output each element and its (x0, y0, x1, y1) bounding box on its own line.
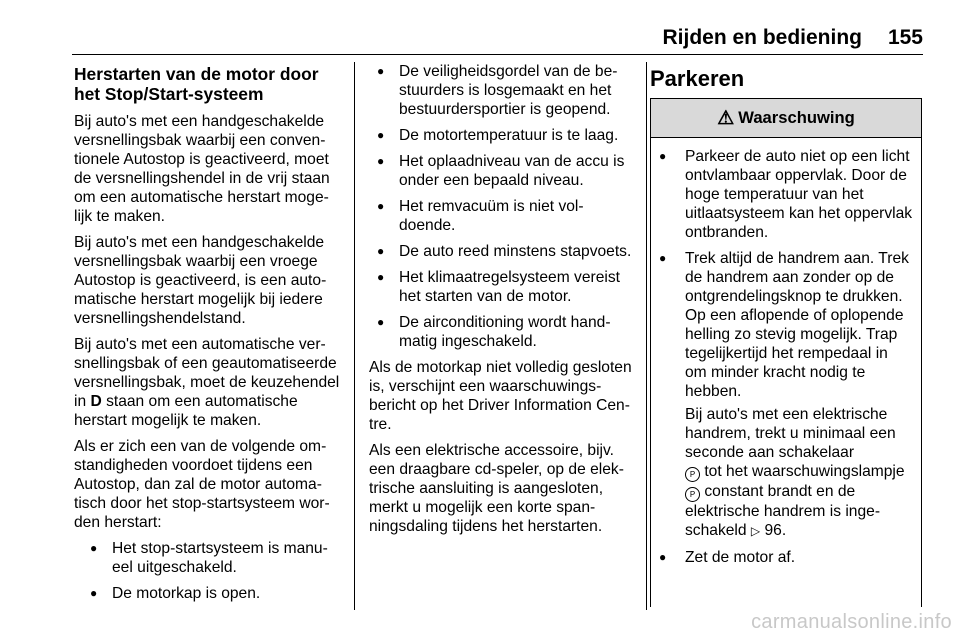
paragraph-conditions-intro: Als er zich een van de volgende omstandigheden voordoet tijdens een Autostop, dan zal de motor automatisch door het stop-startsysteem worden herstart: (74, 438, 330, 531)
electric-handbrake-note (685, 405, 913, 541)
paragraph-manual-early: Bij auto's met een handgeschakelde versnellingsbak waarbij een vroege Autostop is geactiveerd, is een automatische herstart mogelijk bij iedere versnellingshendelstand. (74, 234, 327, 327)
page-reference: 96. (764, 522, 787, 539)
warning-list (655, 147, 913, 567)
list-item: ● De motorkap is open. (82, 584, 340, 603)
header-rule (72, 54, 923, 55)
list-item: ● Het stop-startsysteem is manueel uitgeschakeld. (82, 539, 340, 577)
list-item (655, 249, 913, 541)
paragraph-hood-warning: Als de motorkap niet volledig gesloten is, verschijnt een waarschuwingsbericht op het Driver Information Centre. (369, 359, 632, 433)
paragraph-automatic (74, 335, 340, 430)
condition-list (82, 539, 340, 603)
list-item: ● Het oplaadniveau van de accu is onder een bepaald niveau. (369, 152, 633, 190)
page-number: 155 (887, 26, 923, 49)
list-item: ● Het klimaatregelsysteem vereist het starten van de motor. (369, 268, 633, 306)
note-part-b: tot het waarschuwingslampje (704, 463, 905, 480)
warning-bullet2-text: ● Trek altijd de handrem aan. Trek de handrem aan zonder op de ontgrendelingsknop te drukken. Op een aflopende of oplopende helling zo stevig mogelijk. Trap tegelijkertijd het rempedaal in om minder kracht nodig te hebben. (685, 250, 909, 400)
note-part-a: Bij auto's met een elektrische handrem, trekt u minimaal een seconde aan schakelaar (685, 406, 896, 461)
list-item: ● Het remvacuüm is niet voldoende. (369, 197, 633, 235)
list-item: ● De motortemperatuur is te laag. (369, 126, 633, 145)
section-heading: Herstarten van de motor door het Stop/Start-systeem (74, 64, 319, 104)
paragraph-accessory: Als een elektrische accessoire, bijv. een draagbare cd-speler, op de elektrische aansluiting is aangesloten, merkt u mogelijk een korte spanningsdaling tijdens het herstarten. (369, 442, 624, 535)
warning-label: Waarschuwing (738, 108, 855, 127)
paragraph-manual-conventional: Bij auto's met een handgeschakelde versnellingsbak waarbij een conventionele Autostop is geactiveerd, moet de versnellingshendel in de vrij staan om een automatische herstart mogelijk te maken. (74, 113, 330, 225)
column-3 (650, 62, 924, 102)
header-title: Rijden en bediening (662, 26, 862, 49)
parking-brake-icon: P (685, 467, 700, 482)
column-1 (74, 62, 340, 610)
warning-icon: ⚠ (717, 107, 735, 129)
note-part-c: constant brandt en de elektrische handrem is ingeschakeld (685, 483, 881, 539)
section-title-parkeren: Parkeren (650, 66, 745, 91)
page-reference-icon: ▷ (750, 524, 761, 538)
page-header (0, 0, 960, 52)
gear-d-label: D (90, 393, 102, 410)
warning-box (650, 98, 922, 608)
warning-header (650, 98, 922, 138)
list-item: ● Parkeer de auto niet op een licht ontvlambaar oppervlak. Door de hoge temperatuur van het uitlaatsysteem kan het oppervlak ontbranden. (655, 147, 913, 242)
warning-body (650, 138, 922, 607)
list-item: ● De airconditioning wordt handmatig ingeschakeld. (369, 313, 633, 351)
parking-brake-lamp-icon: P (685, 487, 700, 502)
column-divider-2 (646, 62, 647, 610)
column-divider-1 (354, 62, 355, 610)
column-2 (369, 62, 633, 543)
list-item: ● De auto reed minstens stapvoets. (369, 242, 633, 261)
paragraph-automatic-b: staan om een automatische herstart mogelijk te maken. (74, 393, 298, 429)
list-item: ● Zet de motor af. (655, 548, 913, 567)
paragraph-automatic-a: Bij auto's met een automatische versnellingsbak of een geautomatiseerde versnellingsbak, moet de keuzehendel in (74, 336, 340, 410)
condition-list-continued (369, 62, 633, 351)
list-item: ● De veiligheidsgordel van de bestuurders is losgemaakt en het bestuurdersportier is geopend. (369, 62, 633, 119)
watermark: carmanualsonline.info (751, 611, 952, 633)
